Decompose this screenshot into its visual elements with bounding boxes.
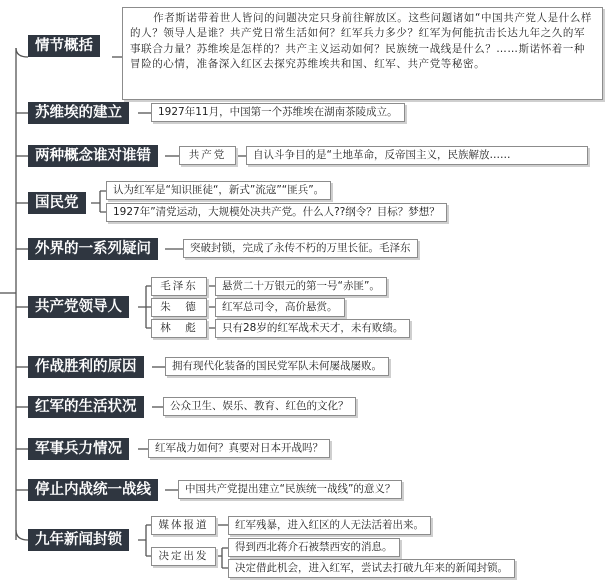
plot-summary-text: 作者斯诺带着世人皆问的问题决定只身前往解放区。这些问题诸如“中国共产党人是什么样的人？领导人是谁？共产党日常生活如何？红军兵力多少？红军为何能抗击长达九年之久的军事联合力量？苏维埃是怎样的？共产主义运动如何？民族统一战线是什么？……斯诺怀着一种冒险的心情，准备深入红区去探究苏维埃共和国、红军、共产党等秘密。 (122, 7, 603, 100)
red-army-life-text: 公众卫生、娱乐、教育、红色的文化？ (163, 397, 356, 416)
leader-desc-lin: 只有28岁的红军战术天才，未有败绩。 (215, 319, 410, 338)
leader-name-zhu: 朱 德 (151, 298, 207, 317)
kmt-purge-text: 1927年”清党运动，大规模处决共产党。什么人??纲令？目标？梦想？ (106, 203, 447, 222)
label-communist-party: 共产党 (179, 146, 236, 165)
military-strength-text: 红军战力如何？真要对日本开战吗？ (148, 439, 330, 458)
united-front-text: 中国共产党提出建立“民族统一战线”的意义？ (178, 480, 402, 499)
label-media-reports: 媒体报道 (151, 516, 216, 535)
leader-name-mao: 毛泽东 (151, 277, 207, 296)
leader-name-lin: 林 彪 (151, 319, 207, 338)
topic-outside-questions[interactable]: 外界的一系列疑问 (28, 238, 158, 260)
topic-kuomintang[interactable]: 国民党 (28, 192, 86, 214)
leader-desc-zhu: 红军总司令，高价悬赏。 (215, 298, 345, 317)
communist-goal-text: 自认斗争目的是“土地革命，反帝国主义，民族解放…… (246, 146, 588, 165)
topic-victory-reasons[interactable]: 作战胜利的原因 (28, 356, 144, 378)
decision-text: 决定借此机会，进入红军，尝试去打破九年来的新闻封锁。 (228, 559, 515, 578)
label-decide-depart: 决定出发 (151, 547, 216, 566)
topic-soviet-founding[interactable]: 苏维埃的建立 (28, 102, 129, 124)
long-march-text: 突破封锁，完成了永传不朽的万里长征。毛泽东 (183, 239, 418, 258)
victory-reason-text: 拥有现代化装备的国民党军队未何屡战屡败。 (165, 357, 389, 376)
topic-two-concepts[interactable]: 两种概念谁对谁错 (28, 145, 158, 167)
xian-news-text: 得到西北蒋介石被禁西安的消息。 (228, 538, 400, 557)
topic-united-front[interactable]: 停止内战统一战线 (28, 479, 158, 501)
kmt-view-text: 认为红军是“知识匪徒“，新式”流寇”“匪兵”。 (106, 181, 331, 200)
topic-plot-summary[interactable]: 情节概括 (28, 35, 100, 57)
topic-red-army-life[interactable]: 红军的生活状况 (28, 396, 144, 418)
topic-party-leaders[interactable]: 共产党领导人 (28, 296, 129, 318)
topic-news-blockade[interactable]: 九年新闻封锁 (28, 529, 129, 551)
soviet-founding-text: 1927年11月，中国第一个苏维埃在湖南茶陵成立。 (151, 103, 405, 122)
topic-military-strength[interactable]: 军事兵力情况 (28, 438, 129, 460)
leader-desc-mao: 悬赏二十万银元的第一号“赤匪”。 (215, 277, 387, 296)
media-reports-text: 红军残暴，进入红区的人无法活着出来。 (228, 516, 431, 535)
